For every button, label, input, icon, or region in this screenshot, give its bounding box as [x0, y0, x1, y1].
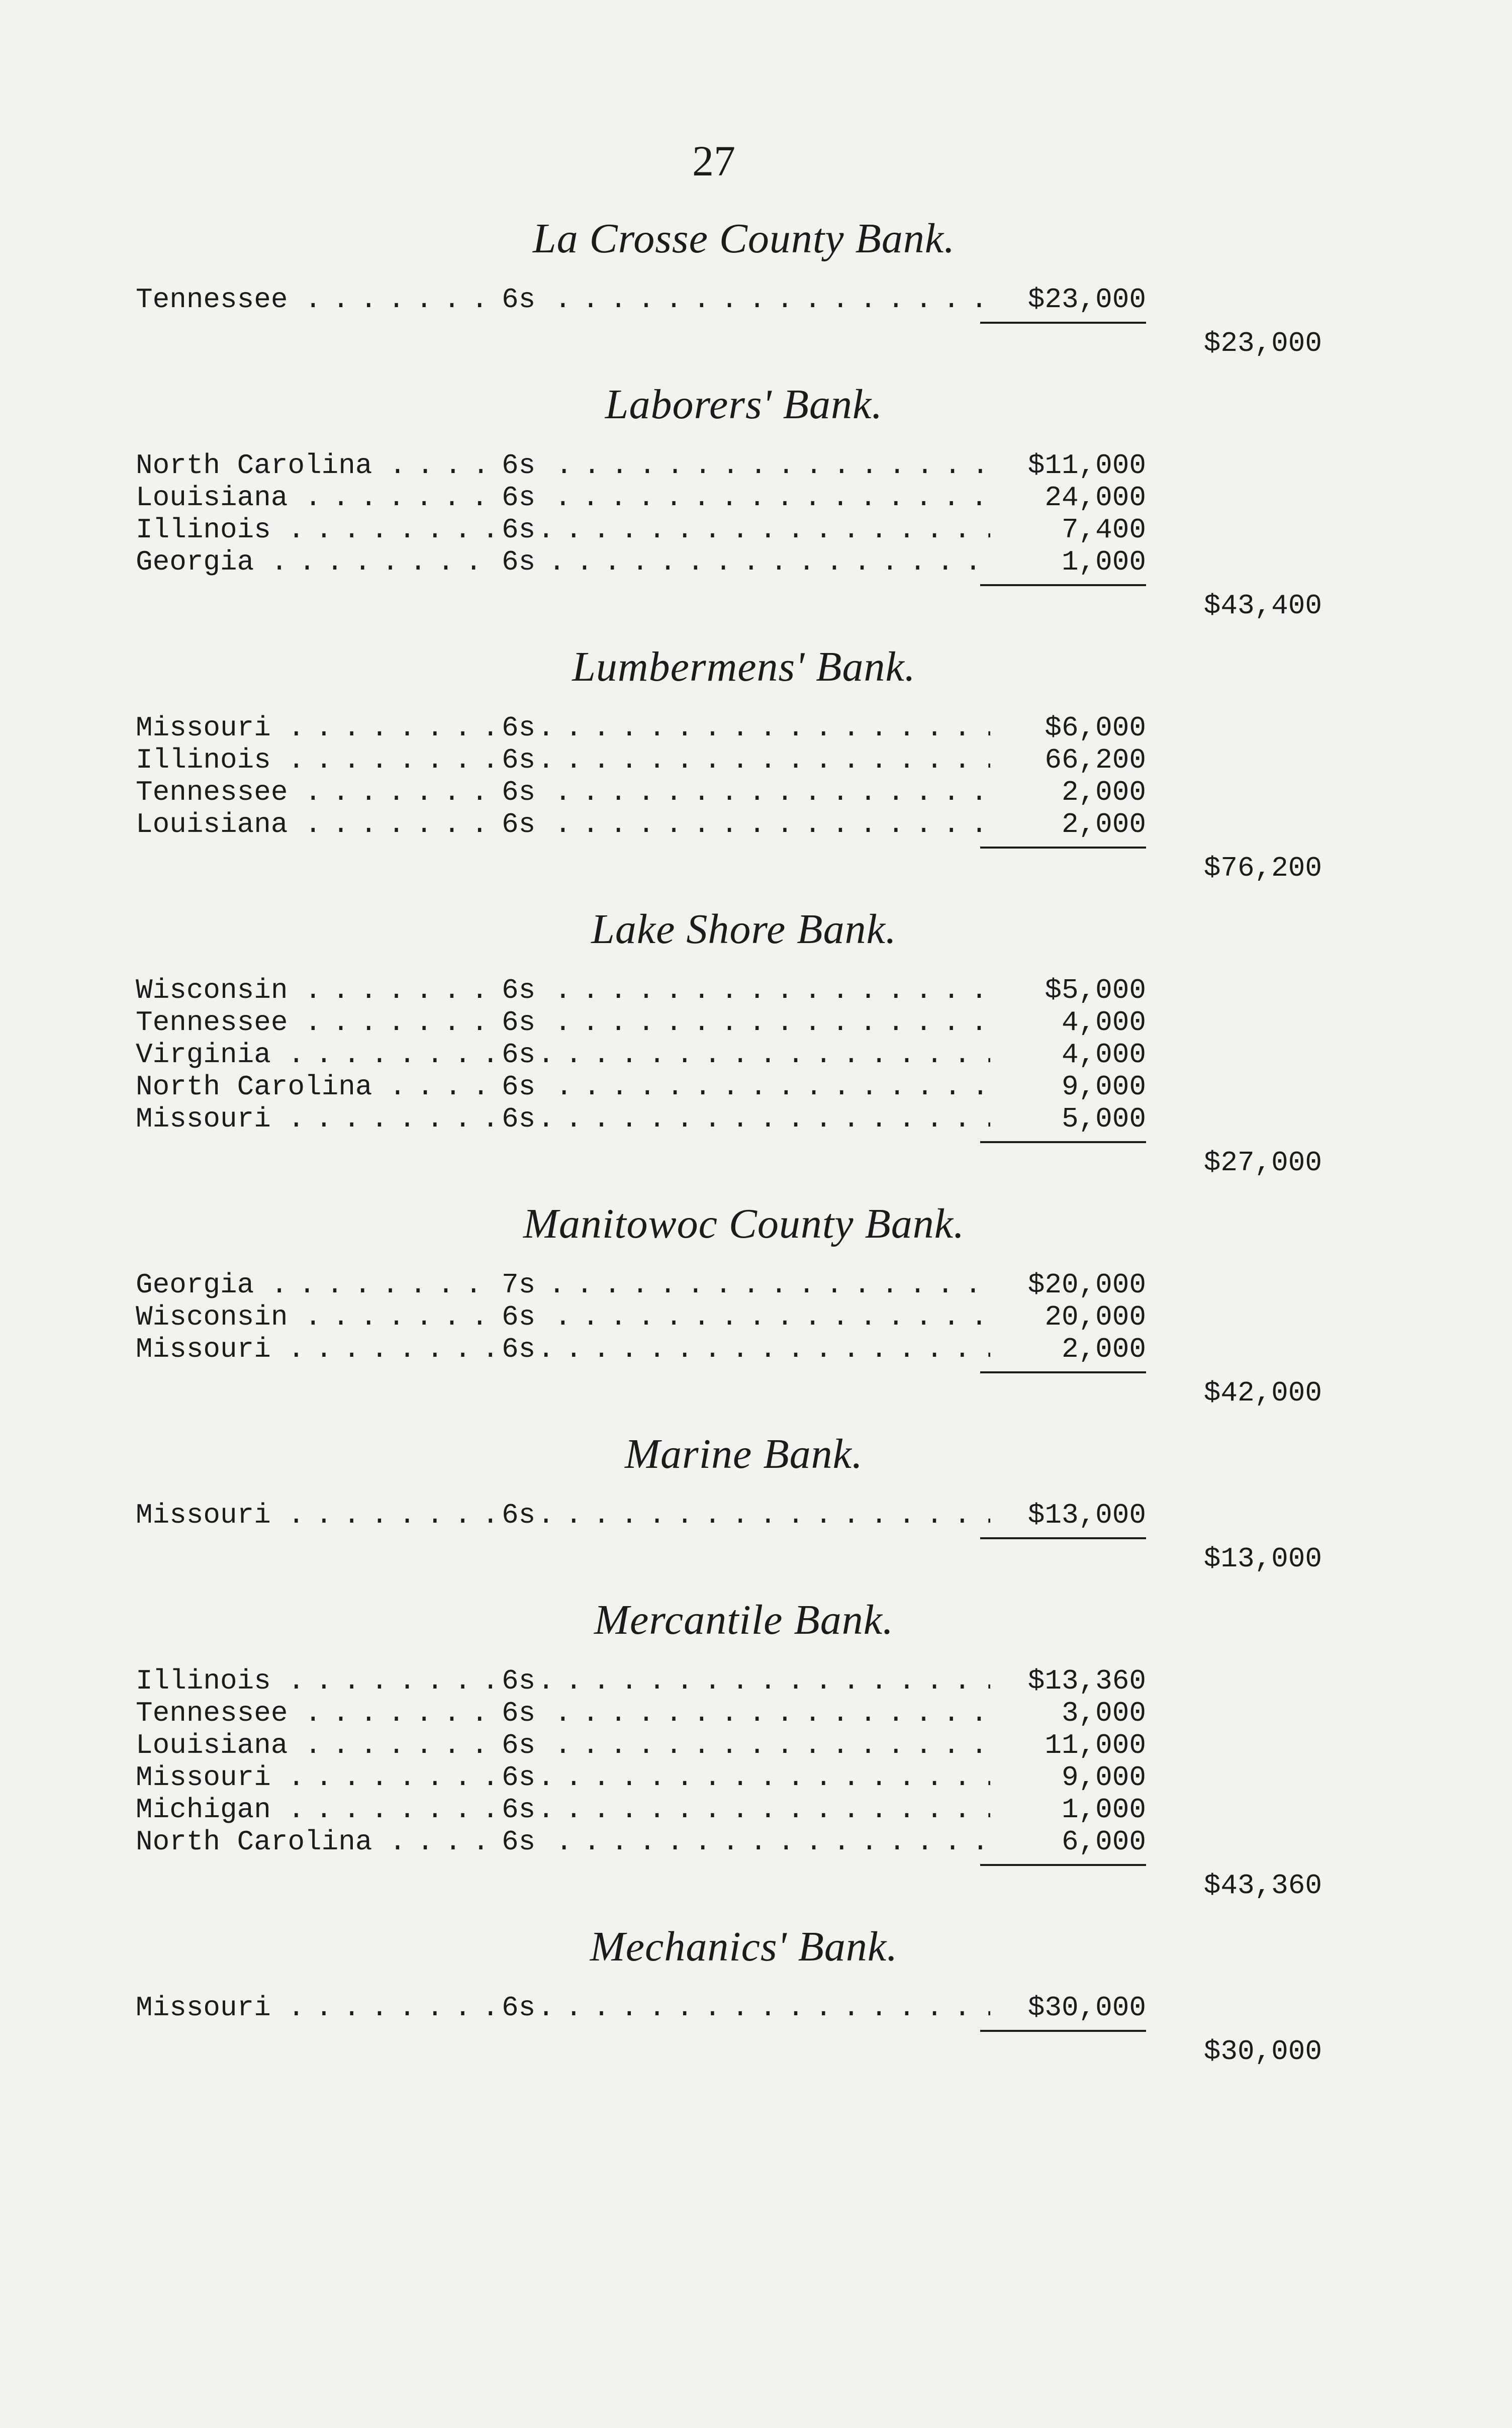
total-row [136, 1531, 1322, 1575]
total-row [136, 1365, 1322, 1409]
bond-rate: 6s [498, 776, 539, 808]
state-name: Missouri [136, 1992, 274, 2024]
holding-row [136, 1039, 1146, 1071]
holding-row [136, 974, 1146, 1006]
bank-title: Manitowoc County Bank. [523, 1200, 965, 1247]
holding-amount: 11,000 [990, 1729, 1146, 1761]
bond-rate: 6s [498, 1826, 539, 1858]
holding-amount: $23,000 [990, 284, 1146, 316]
holding-row [136, 1665, 1146, 1697]
bond-rate: 6s [498, 1697, 539, 1729]
bank-title: Mechanics' Bank. [590, 1923, 898, 1970]
holding-row [136, 1071, 1146, 1103]
bank-section [136, 902, 1322, 1179]
total-rule [980, 1371, 1146, 1373]
holding-row [136, 1992, 1146, 2024]
total-row [136, 1858, 1322, 1902]
state-name: Tennessee [136, 1697, 291, 1729]
state-name: Virginia [136, 1039, 274, 1071]
dot-leader [136, 1499, 1116, 1531]
bank-total: $42,000 [1203, 1377, 1322, 1409]
state-name: North Carolina [136, 1826, 375, 1858]
state-name: Tennessee [136, 776, 291, 808]
state-name: Wisconsin [136, 974, 291, 1006]
bank-total: $27,000 [1203, 1147, 1322, 1179]
holding-amount: 4,000 [990, 1006, 1146, 1039]
bond-rate: 6s [498, 744, 539, 776]
holding-row [136, 546, 1146, 578]
bank-section [136, 211, 1322, 359]
total-rule [980, 1141, 1146, 1143]
holding-amount: $30,000 [990, 1992, 1146, 2024]
state-name: Missouri [136, 1499, 274, 1531]
bank-total: $76,200 [1203, 852, 1322, 884]
holdings-table [136, 712, 1322, 884]
bank-list [136, 211, 1322, 2085]
state-name: North Carolina [136, 449, 375, 482]
bond-rate: 6s [498, 1665, 539, 1697]
holding-row [136, 1826, 1146, 1858]
holding-amount: $13,360 [990, 1665, 1146, 1697]
dot-leader [136, 1992, 1116, 2024]
holding-amount: 9,000 [990, 1761, 1146, 1794]
holding-amount: 20,000 [990, 1301, 1146, 1333]
bank-total: $23,000 [1203, 327, 1322, 359]
bond-rate: 6s [498, 1794, 539, 1826]
total-row [136, 841, 1322, 884]
holdings-table [136, 1665, 1322, 1902]
bank-section [136, 1427, 1322, 1575]
bank-title: Marine Bank. [625, 1431, 863, 1477]
bond-rate: 6s [498, 546, 539, 578]
holding-amount: 5,000 [990, 1103, 1146, 1135]
bond-rate: 7s [498, 1269, 539, 1301]
holding-row [136, 1333, 1146, 1365]
bond-rate: 6s [498, 514, 539, 546]
state-name: Missouri [136, 1333, 274, 1365]
holding-row [136, 514, 1146, 546]
state-name: Georgia [136, 1269, 257, 1301]
holding-amount: 24,000 [990, 482, 1146, 514]
holding-amount: 9,000 [990, 1071, 1146, 1103]
holdings-table [136, 1269, 1322, 1409]
dot-leader [136, 1039, 1116, 1071]
holdings-table [136, 974, 1322, 1179]
total-row [136, 316, 1322, 359]
holding-row [136, 712, 1146, 744]
bond-rate: 6s [498, 1301, 539, 1333]
state-name: Illinois [136, 1665, 274, 1697]
dot-leader [136, 449, 1116, 482]
bank-total: $43,360 [1203, 1870, 1322, 1902]
total-rule [980, 2030, 1146, 2032]
bank-total: $43,400 [1203, 590, 1322, 622]
holding-amount: $6,000 [990, 712, 1146, 744]
holding-row [136, 1697, 1146, 1729]
bank-title: Mercantile Bank. [594, 1597, 894, 1643]
bond-rate: 6s [498, 1729, 539, 1761]
total-rule [980, 1864, 1146, 1866]
dot-leader [136, 1697, 1116, 1729]
holdings-table [136, 1499, 1322, 1575]
holding-row [136, 1729, 1146, 1761]
holding-amount: 1,000 [990, 1794, 1146, 1826]
holding-row [136, 1269, 1146, 1301]
bond-rate: 6s [498, 1333, 539, 1365]
dot-leader [136, 1665, 1116, 1697]
bank-title: La Crosse County Bank. [532, 215, 956, 262]
state-name: Louisiana [136, 1729, 291, 1761]
bond-rate: 6s [498, 1006, 539, 1039]
bond-rate: 6s [498, 1992, 539, 2024]
holding-amount: $13,000 [990, 1499, 1146, 1531]
holding-amount: $20,000 [990, 1269, 1146, 1301]
state-name: Georgia [136, 546, 257, 578]
bond-rate: 6s [498, 284, 539, 316]
holding-row [136, 1006, 1146, 1039]
state-name: Tennessee [136, 284, 291, 316]
state-name: Louisiana [136, 808, 291, 841]
total-row [136, 578, 1322, 622]
holding-amount: 2,000 [990, 808, 1146, 841]
dot-leader [136, 1761, 1116, 1794]
bond-rate: 6s [498, 1071, 539, 1103]
holding-row [136, 1103, 1146, 1135]
bank-section [136, 1196, 1322, 1409]
bank-title: Laborers' Bank. [605, 381, 883, 428]
bank-title: Lumbermens' Bank. [572, 643, 916, 690]
state-name: Missouri [136, 712, 274, 744]
holding-row [136, 449, 1146, 482]
holding-amount: 66,200 [990, 744, 1146, 776]
state-name: Missouri [136, 1103, 274, 1135]
page-number: 27 [692, 137, 735, 185]
holding-row [136, 1794, 1146, 1826]
dot-leader [136, 1071, 1116, 1103]
holdings-table [136, 1992, 1322, 2068]
holding-row [136, 284, 1146, 316]
dot-leader [136, 1006, 1116, 1039]
bank-total: $30,000 [1203, 2035, 1322, 2068]
holdings-table [136, 284, 1322, 359]
holding-amount: 4,000 [990, 1039, 1146, 1071]
bond-rate: 6s [498, 1039, 539, 1071]
state-name: Missouri [136, 1761, 274, 1794]
holding-row [136, 482, 1146, 514]
dot-leader [136, 546, 1116, 578]
total-rule [980, 322, 1146, 324]
bank-section [136, 639, 1322, 884]
total-rule [980, 1537, 1146, 1539]
dot-leader [136, 514, 1116, 546]
total-rule [980, 584, 1146, 586]
holding-amount: 1,000 [990, 546, 1146, 578]
state-name: Wisconsin [136, 1301, 291, 1333]
dot-leader [136, 808, 1116, 841]
dot-leader [136, 974, 1116, 1006]
total-row [136, 2024, 1322, 2068]
holding-row [136, 744, 1146, 776]
dot-leader [136, 1301, 1116, 1333]
state-name: Illinois [136, 514, 274, 546]
state-name: Tennessee [136, 1006, 291, 1039]
bond-rate: 6s [498, 1761, 539, 1794]
bank-title: Lake Shore Bank. [591, 906, 897, 953]
state-name: Illinois [136, 744, 274, 776]
state-name: Michigan [136, 1794, 274, 1826]
holding-row [136, 1301, 1146, 1333]
state-name: Louisiana [136, 482, 291, 514]
bond-rate: 6s [498, 808, 539, 841]
bond-rate: 6s [498, 974, 539, 1006]
dot-leader [136, 712, 1116, 744]
dot-leader [136, 744, 1116, 776]
holding-row [136, 808, 1146, 841]
holding-amount: 7,400 [990, 514, 1146, 546]
holdings-table [136, 449, 1322, 622]
bank-section [136, 1593, 1322, 1902]
bond-rate: 6s [498, 1499, 539, 1531]
bank-section [136, 1919, 1322, 2068]
dot-leader [136, 284, 1116, 316]
dot-leader [136, 1729, 1116, 1761]
holding-amount: $5,000 [990, 974, 1146, 1006]
dot-leader [136, 1269, 1116, 1301]
dot-leader [136, 1794, 1116, 1826]
dot-leader [136, 1103, 1116, 1135]
holding-amount: 6,000 [990, 1826, 1146, 1858]
holding-row [136, 1499, 1146, 1531]
bond-rate: 6s [498, 449, 539, 482]
dot-leader [136, 776, 1116, 808]
bank-total: $13,000 [1203, 1543, 1322, 1575]
total-row [136, 1135, 1322, 1179]
dot-leader [136, 1826, 1116, 1858]
holding-amount: $11,000 [990, 449, 1146, 482]
state-name: North Carolina [136, 1071, 375, 1103]
holding-amount: 2,000 [990, 776, 1146, 808]
bond-rate: 6s [498, 482, 539, 514]
holding-row [136, 1761, 1146, 1794]
holding-amount: 2,000 [990, 1333, 1146, 1365]
total-rule [980, 847, 1146, 849]
dot-leader [136, 482, 1116, 514]
bank-section [136, 377, 1322, 622]
holding-row [136, 776, 1146, 808]
holding-amount: 3,000 [990, 1697, 1146, 1729]
dot-leader [136, 1333, 1116, 1365]
bond-rate: 6s [498, 1103, 539, 1135]
bond-rate: 6s [498, 712, 539, 744]
